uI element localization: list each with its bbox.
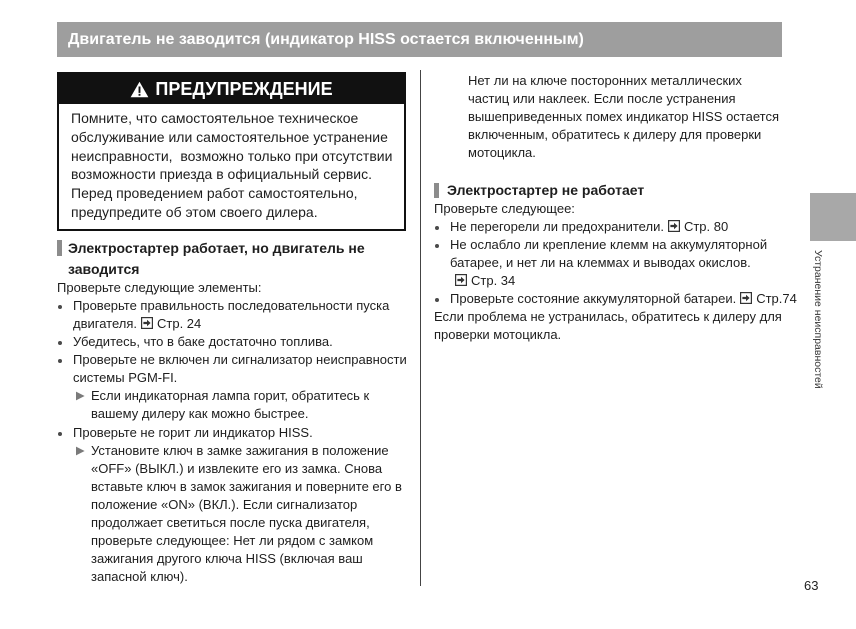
- sub-item-line: положение «ON» (ВКЛ.). Если сигнализатор: [91, 496, 358, 512]
- warning-triangle-icon: [130, 81, 149, 98]
- item-line: [434, 290, 797, 308]
- column-divider: [420, 70, 421, 586]
- list-item: [434, 290, 797, 308]
- sub-item: [57, 442, 417, 587]
- heading-starter-not-working: [434, 180, 644, 200]
- item-line: батарее, и нет ли на клеммах и выводах окислов.: [450, 255, 751, 270]
- item-line: [434, 218, 797, 236]
- sub-item-line: частиц или наклеек. Если после устранения: [468, 91, 736, 106]
- sub-item-line: Если индикаторная лампа горит, обратитесь к: [91, 388, 370, 404]
- bullet: [435, 244, 439, 248]
- sub-item-line: мотоцикла.: [468, 145, 536, 160]
- bullet: [435, 226, 439, 230]
- warning-line: Перед проведением работ самостоятельно,: [71, 185, 358, 202]
- item-line: Убедитесь, что в баке достаточно топлива.: [73, 334, 333, 350]
- item-line: Не ослабло ли крепление клемм на аккумуляторной: [450, 237, 768, 252]
- bullet: [58, 432, 62, 436]
- warning-text: [59, 104, 404, 222]
- page-number: 63: [804, 578, 819, 593]
- sub-item-line: вашему дилеру как можно быстрее.: [91, 406, 309, 422]
- warning-line: неисправности, возможно только при отсутствии: [71, 147, 393, 164]
- sub-item-arrow-icon: [75, 391, 85, 401]
- section-marker: [57, 240, 62, 256]
- page-reference-icon: [668, 220, 680, 232]
- checklist-starter-not-working: [434, 200, 797, 344]
- heading-line: Электростартер не работает: [447, 182, 645, 198]
- sub-item-continuation: [468, 72, 779, 162]
- list-item: [57, 351, 417, 423]
- page-reference: Стр.74: [756, 291, 797, 306]
- list-item: [434, 236, 797, 290]
- sub-item-line: вышеприведенных помех индикатор HISS остается: [468, 109, 779, 124]
- page-reference: Стр. 24: [157, 316, 202, 332]
- chapter-header-bar: [57, 22, 782, 57]
- heading-line: заводится: [68, 261, 140, 277]
- heading-starter-works: [57, 238, 365, 280]
- item-text: двигателя.: [73, 316, 137, 332]
- warning-line: Помните, что самостоятельное техническое: [71, 110, 359, 126]
- checklist-intro: Проверьте следующие элементы:: [57, 280, 262, 295]
- page-reference: Стр. 34: [471, 273, 516, 288]
- list-item: [57, 333, 417, 351]
- warning-line: обслуживание или самостоятельное устранение: [71, 128, 388, 145]
- closing-line: проверки мотоцикла.: [434, 327, 562, 342]
- warning-line: предупредите об этом своего дилера.: [71, 203, 318, 220]
- page-reference-icon: [141, 317, 153, 329]
- sub-item: [57, 387, 417, 423]
- item-line: Проверьте правильность последовательности пуска: [73, 298, 390, 314]
- sub-item-line: включенным, обратитесь к дилеру для проверки: [468, 127, 762, 142]
- heading-line: Электростартер работает, но двигатель не: [68, 240, 365, 256]
- sub-item-line: проверьте следующее: Нет ли рядом с замком: [91, 532, 374, 548]
- page-reference: Стр. 80: [683, 219, 729, 234]
- page-reference-icon: [740, 292, 752, 304]
- item-line: Проверьте не включен ли сигнализатор неисправности: [73, 352, 407, 368]
- list-item: [434, 218, 797, 236]
- closing-line: Если проблема не устранилась, обратитесь к дилеру для: [434, 309, 782, 324]
- sub-item-line: вставьте ключ в замок зажигания и поверните его в: [91, 478, 402, 494]
- sub-item-line: «OFF» (ВЫКЛ.) и извлеките его из замка. Снова: [91, 460, 383, 476]
- warning-box: [57, 72, 406, 231]
- warning-title: ПРЕДУПРЕЖДЕНИЕ: [155, 78, 333, 99]
- chapter-side-label: Устранение неисправностей: [812, 250, 824, 389]
- bullet: [435, 298, 439, 302]
- item-line: [434, 272, 797, 290]
- item-text: Не перегорели ли предохранители.: [450, 219, 664, 234]
- warning-title-bar: [59, 74, 404, 104]
- checklist-intro: Проверьте следующее:: [434, 201, 575, 216]
- section-marker: [434, 183, 439, 198]
- sub-item-arrow-icon: [75, 446, 85, 456]
- sub-item-line: зажигания другого ключа HISS (включая ваш: [91, 550, 363, 566]
- list-item: [57, 424, 417, 587]
- chapter-header-title: Двигатель не заводится (индикатор HISS остается включенным): [68, 31, 584, 48]
- sub-item-line: продолжает светиться после пуска двигателя,: [91, 514, 370, 530]
- sub-item-line: Установите ключ в замке зажигания в положение: [91, 442, 389, 458]
- warning-line: возможности приезда в официальный сервис.: [71, 166, 372, 183]
- list-item: [57, 297, 417, 333]
- chapter-side-tab: [810, 193, 856, 241]
- item-line: системы PGM-FI.: [73, 370, 178, 386]
- page-reference-icon: [455, 274, 467, 286]
- sub-item-line: Нет ли на ключе посторонних металлических: [468, 73, 742, 88]
- item-text: Проверьте состояние аккумуляторной батареи.: [450, 291, 737, 306]
- item-line: [57, 315, 417, 333]
- sub-item-line: запасной ключ).: [91, 569, 188, 584]
- checklist-starter-works: [57, 279, 417, 586]
- item-line: Проверьте не горит ли индикатор HISS.: [73, 424, 313, 440]
